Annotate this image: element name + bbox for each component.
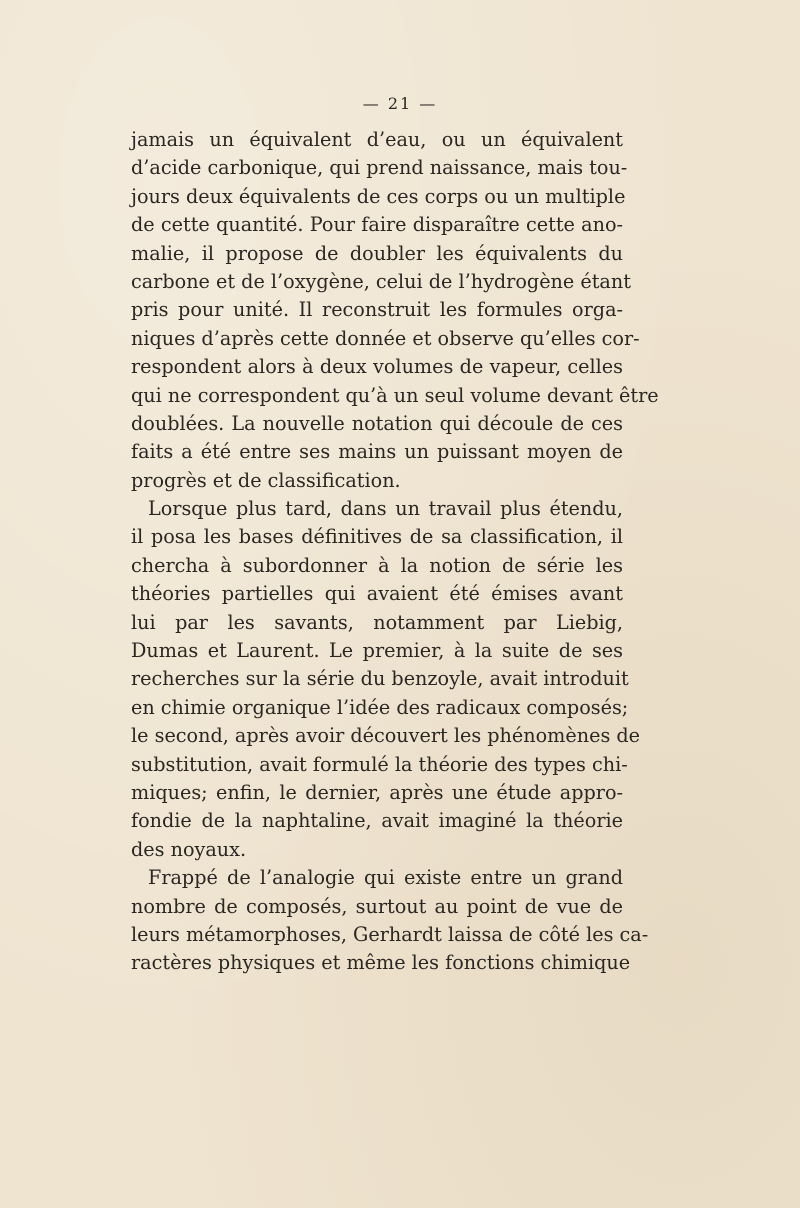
text-line: pris pour unité. Il reconstruit les formules orga- [131,298,623,322]
page-number: — 21 — [362,94,438,113]
text-line: substitution, avait formulé la théorie des types chi- [131,752,628,776]
text-line: théories partielles qui avaient été émises avant [131,582,623,606]
text-line: Frappé de l’analogie qui existe entre un grand [148,866,623,890]
body-text [131,126,659,978]
text-line: malie, il propose de doubler les équivalents du [131,241,623,265]
text-line: en chimie organique l’idée des radicaux composés; [131,695,629,719]
text-line: Lorsque plus tard, dans un travail plus étendu, [148,497,623,521]
text-line: jamais un équivalent d’eau, ou un équivalent [131,128,623,151]
text-line: faits a été entre ses mains un puissant moyen de [131,440,623,464]
text-line: doublées. La nouvelle notation qui découle de ces [131,411,623,435]
text-line: le second, après avoir découvert les phénomènes de [131,724,641,748]
text-line: qui ne correspondent qu’à un seul volume devant être [131,383,659,407]
text-line: leurs métamorphoses, Gerhardt laissa de côté les ca- [131,922,649,946]
text-line: ractères physiques et même les fonctions chimique [131,951,631,975]
text-line: jours deux équivalents de ces corps ou un multiple [131,184,626,208]
text-line: nombre de composés, surtout au point de vue de [131,894,623,918]
text-line: progrès et de classification. [131,468,401,492]
text-line: respondent alors à deux volumes de vapeur, celles [131,355,623,379]
text-line: d’acide carbonique, qui prend naissance, mais tou- [131,156,628,180]
text-line: chercha à subordonner à la notion de série les [131,553,623,577]
text-line: lui par les savants, notamment par Liebig, [131,610,623,634]
text-line: recherches sur la série du benzoyle, avait introduit [131,667,629,691]
text-line: miques; enfin, le dernier, après une étude appro- [131,780,623,804]
text-line: carbone et de l’oxygène, celui de l’hydrogène étant [131,269,631,293]
text-line: il posa les bases définitives de sa classification, il [131,525,623,549]
text-line: niques d’après cette donnée et observe qu’elles cor- [131,326,640,350]
text-line: Dumas et Laurent. Le premier, à la suite de ses [131,639,623,663]
text-line: de cette quantité. Pour faire disparaître cette ano- [131,213,623,237]
text-line: des noyaux. [131,837,247,861]
text-line: fondie de la naphtaline, avait imaginé la théorie [131,809,623,833]
